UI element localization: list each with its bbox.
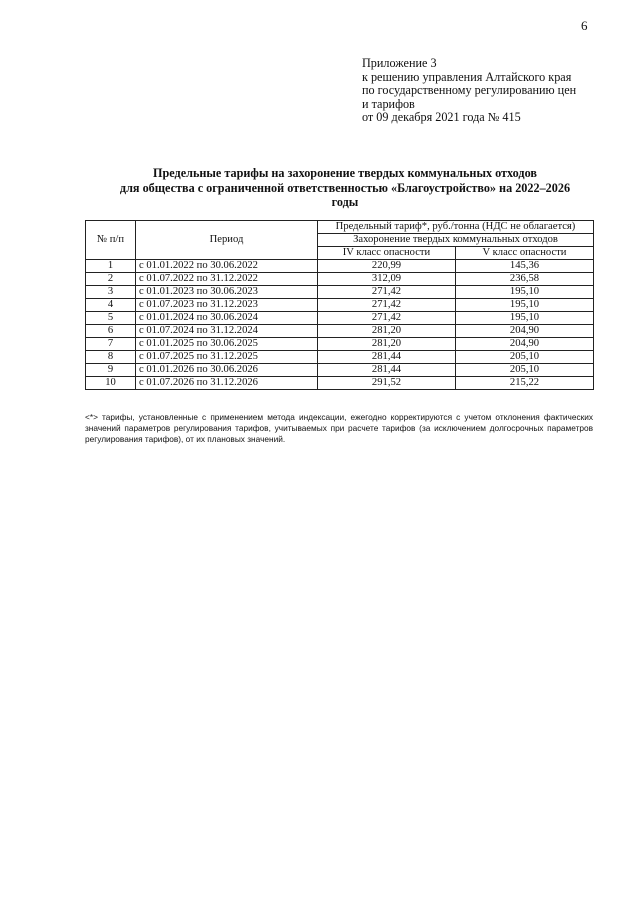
table-row xyxy=(86,286,594,299)
footnote: <*> тарифы, установленные с применением метода индексации, ежегодно корректируются с учетом отклонения фактических значений параметров регулирования тарифов, учитываемых при расчете тарифов (за исключением долгосрочных параметров регулирования тарифов), от их плановых значений. xyxy=(85,412,593,444)
row-number: 6 xyxy=(86,325,136,338)
header-tariff: Предельный тариф*, руб./тонна (НДС не облагается) xyxy=(318,221,594,234)
header-disposal: Захоронение твердых коммунальных отходов xyxy=(318,234,594,247)
row-number: 10 xyxy=(86,377,136,390)
row-number: 5 xyxy=(86,312,136,325)
row-class-4-value: 281,44 xyxy=(318,364,456,377)
table-row xyxy=(86,325,594,338)
row-class-5-value: 205,10 xyxy=(456,364,594,377)
row-class-5-value: 204,90 xyxy=(456,338,594,351)
table-row xyxy=(86,377,594,390)
row-class-5-value: 145,36 xyxy=(456,260,594,273)
tariff-table xyxy=(85,220,594,390)
row-number: 2 xyxy=(86,273,136,286)
row-class-5-value: 195,10 xyxy=(456,299,594,312)
row-class-5-value: 205,10 xyxy=(456,351,594,364)
table-row xyxy=(86,260,594,273)
row-period: с 01.01.2026 по 30.06.2026 xyxy=(136,364,318,377)
row-class-4-value: 291,52 xyxy=(318,377,456,390)
row-period: с 01.01.2023 по 30.06.2023 xyxy=(136,286,318,299)
appendix-line: Приложение 3 xyxy=(362,56,437,70)
table-row xyxy=(86,312,594,325)
row-class-4-value: 220,99 xyxy=(318,260,456,273)
row-period: с 01.07.2024 по 31.12.2024 xyxy=(136,325,318,338)
row-class-5-value: 204,90 xyxy=(456,325,594,338)
title-line: годы xyxy=(331,195,359,209)
header-number: № п/п xyxy=(86,221,136,260)
appendix-line: от 09 декабря 2021 года № 415 xyxy=(362,110,521,125)
document-title xyxy=(80,166,610,210)
table-row xyxy=(86,351,594,364)
header-class-4: IV класс опасности xyxy=(318,247,456,260)
title-line: для общества с ограниченной ответственностью «Благоустройство» на 2022–2026 xyxy=(119,180,571,195)
row-period: с 01.01.2022 по 30.06.2022 xyxy=(136,260,318,273)
table-row xyxy=(86,299,594,312)
row-number: 9 xyxy=(86,364,136,377)
row-period: с 01.07.2026 по 31.12.2026 xyxy=(136,377,318,390)
table-row xyxy=(86,338,594,351)
row-number: 1 xyxy=(86,260,136,273)
title-line: Предельные тарифы на захоронение твердых коммунальных отходов xyxy=(153,166,537,180)
row-class-4-value: 312,09 xyxy=(318,273,456,286)
row-number: 4 xyxy=(86,299,136,312)
row-period: с 01.01.2024 по 30.06.2024 xyxy=(136,312,318,325)
row-period: с 01.07.2025 по 31.12.2025 xyxy=(136,351,318,364)
row-class-4-value: 281,20 xyxy=(318,338,456,351)
row-period: с 01.07.2022 по 31.12.2022 xyxy=(136,273,318,286)
row-class-5-value: 195,10 xyxy=(456,312,594,325)
appendix-line: и тарифов xyxy=(362,96,415,111)
table-row xyxy=(86,364,594,377)
row-class-4-value: 271,42 xyxy=(318,312,456,325)
row-period: с 01.07.2023 по 31.12.2023 xyxy=(136,299,318,312)
row-number: 7 xyxy=(86,338,136,351)
row-class-4-value: 281,20 xyxy=(318,325,456,338)
table-row xyxy=(86,273,594,286)
row-period: с 01.01.2025 по 30.06.2025 xyxy=(136,338,318,351)
row-class-5-value: 236,58 xyxy=(456,273,594,286)
row-class-4-value: 271,42 xyxy=(318,299,456,312)
row-class-4-value: 271,42 xyxy=(318,286,456,299)
row-class-5-value: 195,10 xyxy=(456,286,594,299)
row-number: 8 xyxy=(86,351,136,364)
row-class-4-value: 281,44 xyxy=(318,351,456,364)
appendix-block xyxy=(362,57,612,125)
row-number: 3 xyxy=(86,286,136,299)
header-class-5: V класс опасности xyxy=(456,247,594,260)
page-number: 6 xyxy=(581,18,588,33)
table-header-row xyxy=(86,221,594,234)
header-period: Период xyxy=(136,221,318,260)
appendix-line: к решению управления Алтайского края xyxy=(362,69,572,84)
row-class-5-value: 215,22 xyxy=(456,377,594,390)
appendix-line: по государственному регулированию цен xyxy=(362,83,577,98)
